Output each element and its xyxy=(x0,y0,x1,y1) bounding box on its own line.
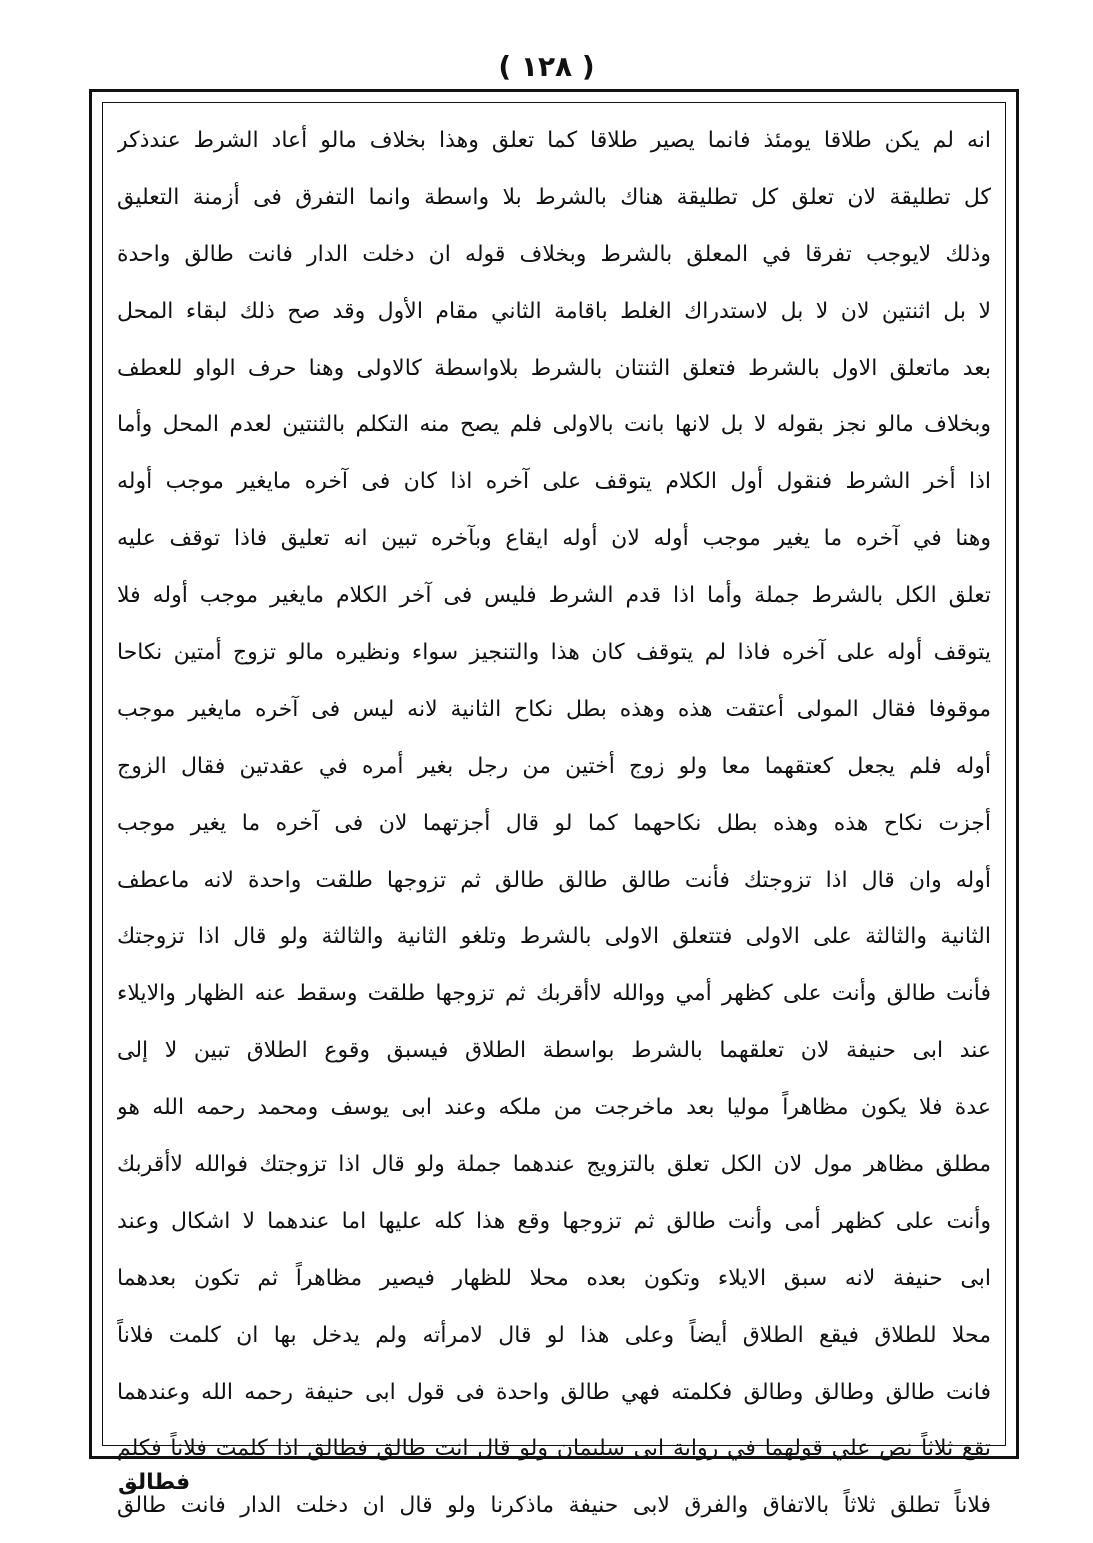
page-number: ( ١٢٨ ) xyxy=(498,50,595,83)
text-line: تقع ثلاثاً نص علي قولهما في رواية ابى سليمان ولو قال انت طالق فطالق اذا كلمت فلاناً فكلم xyxy=(117,1436,991,1462)
text-line: مطلق مظاهر مول لان الكل تعلق بالتزويج عندهما جملة ولو قال اذا تزوجتك فوالله لاأقربك xyxy=(117,1152,991,1178)
text-line: اذا أخر الشرط فنقول أول الكلام يتوقف على آخره اذا كان فى آخره مايغير موجب أوله xyxy=(117,469,991,495)
main-text-block xyxy=(117,113,991,1519)
text-line: كل تطليقة لان تعلق كل تطليقة هناك بالشرط بلا واسطة وانما التفرق فى أزمنة التعليق xyxy=(117,184,991,210)
text-line: يتوقف أوله على آخره فاذا لم يتوقف كان هذا والتنجيز سواء ونظيره مالو تزوج أمتين نكاحا xyxy=(117,640,991,666)
text-line: وأنت على كظهر أمى وأنت طالق ثم تزوجها وقع هذا كله عليها اما عندهما لا اشكال وعند xyxy=(117,1208,991,1234)
text-line: فأنت طالق وأنت على كظهر أمي ووالله لاأقربك ثم تزوجها طلقت وسقط عنه الظهار والايلاء xyxy=(117,981,991,1007)
text-line: انه لم يكن طلاقا يومئذ فانما يصير طلاقا كما تعلق وهذا بخلاف مالو أعاد الشرط عندذكر xyxy=(117,128,991,153)
text-line: لا بل اثنتين لان لا بل لاستدراك الغلط باقامة الثاني مقام الأول وقد صح ذلك لبقاء المحل xyxy=(117,298,991,324)
text-line: فلاناً تطلق ثلاثاً بالاتفاق والفرق لابى حنيفة ماذكرنا ولو قال ان دخلت الدار فانت طالق xyxy=(117,1493,991,1519)
text-line: عند ابى حنيفة لان تعلقهما بالشرط بواسطة الطلاق فيسبق وقوع الطلاق تبين لا إلى xyxy=(117,1038,991,1064)
text-line: وذلك لايوجب تفرقا في المعلق بالشرط وبخلاف قوله ان دخلت الدار فانت طالق واحدة xyxy=(117,241,991,267)
page-frame-inner xyxy=(102,102,1006,1519)
text-line: أوله وان قال اذا تزوجتك فأنت طالق طالق طالق ثم تزوجها طلقت واحدة لانه ماعطف xyxy=(117,867,991,893)
text-line: فانت طالق وطالق وطالق فكلمته فهي طالق واحدة فى قول ابى حنيفة رحمه الله وعندهما xyxy=(117,1379,991,1405)
text-line: بعد ماتعلق الاول بالشرط فتعلق الثنتان بالشرط بلاواسطة كالاولى وهنا حرف الواو للعطف xyxy=(117,355,991,381)
text-line: وهنا في آخره ما يغير موجب أوله لان أوله ايقاع وبآخره تبين انه تعليق فاذا توقف عليه xyxy=(117,526,991,552)
text-line: موقوفا فقال المولى أعتقت هذه وهذه بطل نكاح الثانية لانه ليس فى آخره مايغير موجب xyxy=(117,696,991,722)
text-line: الثانية والثالثة على الاولى فتتعلق الاولى بالشرط وتلغو الثانية والثالثة ولو قال اذا تزوجتك xyxy=(117,924,991,950)
text-line: ابى حنيفة لانه سبق الايلاء وتكون بعده محلا للظهار فيصير مظاهراً ثم تكون بعدهما xyxy=(117,1265,991,1291)
text-line: وبخلاف مالو نجز بقوله لا بل لانها بانت بالاولى فلم يصح منه التكلم بالثنتين لعدم المحل وأما xyxy=(117,412,991,438)
text-line: عدة فلا يكون مظاهراً موليا بعد ماخرجت من ملكه وعند ابى يوسف ومحمد رحمه الله هو xyxy=(117,1095,991,1121)
page-frame xyxy=(89,89,1019,1519)
text-line: تعلق الكل بالشرط جملة وأما اذا قدم الشرط فليس فى آخر الكلام مايغير موجب أوله فلا xyxy=(117,583,991,609)
text-line: محلا للطلاق فيقع الطلاق أيضاً وعلى هذا لو قال لامرأته ولم يدخل بها ان كلمت فلاناً xyxy=(117,1322,991,1348)
text-line: أوله فلم يجعل كعتقهما معا ولو زوج أختين من رجل بغير أمره في عقدتين فقال الزوج xyxy=(117,753,991,779)
text-line: أجزت نكاح هذه وهذه بطل نكاحهما كما لو قال أجزتهما لان فى آخره ما يغير موجب xyxy=(117,810,991,836)
catchword: فطالق xyxy=(118,1470,191,1495)
